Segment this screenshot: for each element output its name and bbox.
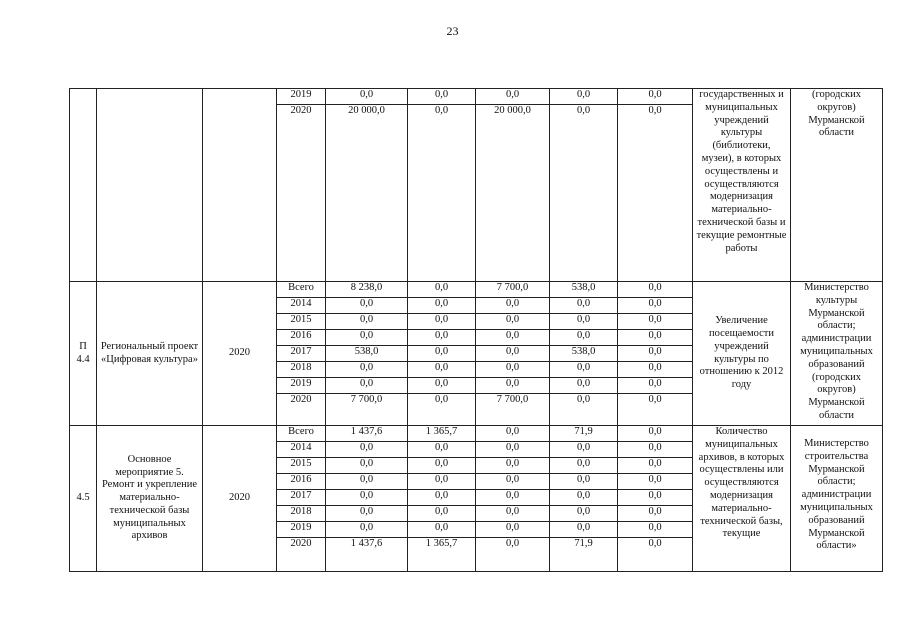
cell-num: П 4.4 bbox=[70, 282, 97, 426]
cell-value: 538,0 bbox=[550, 346, 618, 362]
cell-value: 0,0 bbox=[550, 522, 618, 538]
cell-value: 0,0 bbox=[476, 522, 550, 538]
cell-num: 4.5 bbox=[70, 426, 97, 572]
cell-year: 2015 bbox=[277, 314, 326, 330]
cell-value: 0,0 bbox=[408, 89, 476, 105]
cell-year: 2017 bbox=[277, 490, 326, 506]
cell-name: Основное мероприятие 5. Ремонт и укрепление материально-технической базы муниципальных архивов bbox=[97, 426, 203, 572]
cell-value: 0,0 bbox=[408, 105, 476, 282]
table-row bbox=[70, 426, 883, 442]
cell-value: 0,0 bbox=[550, 330, 618, 346]
cell-value: 0,0 bbox=[408, 298, 476, 314]
cell-value: 0,0 bbox=[326, 89, 408, 105]
cell-value: 0,0 bbox=[550, 298, 618, 314]
cell-value: 0,0 bbox=[550, 442, 618, 458]
cell-value: 0,0 bbox=[476, 426, 550, 442]
cell-year: 2017 bbox=[277, 346, 326, 362]
cell-value: 0,0 bbox=[618, 458, 693, 474]
cell-value: 0,0 bbox=[326, 490, 408, 506]
table-row bbox=[70, 282, 883, 298]
cell-value: 0,0 bbox=[476, 474, 550, 490]
cell-executor: Министерство культуры Мурманской области; администрации муниципальных образований (городских округов) Мурманской области bbox=[791, 282, 883, 426]
cell-value: 0,0 bbox=[476, 330, 550, 346]
cell-value: 0,0 bbox=[618, 378, 693, 394]
cell-period bbox=[203, 89, 277, 282]
cell-value: 0,0 bbox=[550, 458, 618, 474]
cell-value: 0,0 bbox=[476, 89, 550, 105]
cell-year: 2019 bbox=[277, 522, 326, 538]
cell-value: 0,0 bbox=[550, 105, 618, 282]
cell-value: 0,0 bbox=[618, 105, 693, 282]
cell-value: 538,0 bbox=[326, 346, 408, 362]
cell-executor: (городских округов) Мурманской области bbox=[791, 89, 883, 282]
cell-value: 0,0 bbox=[408, 378, 476, 394]
table-body bbox=[70, 89, 883, 572]
cell-name bbox=[97, 89, 203, 282]
cell-value: 20 000,0 bbox=[476, 105, 550, 282]
cell-value: 0,0 bbox=[326, 330, 408, 346]
cell-value: 0,0 bbox=[408, 394, 476, 426]
cell-value: 538,0 bbox=[550, 282, 618, 298]
cell-indicator: Количество муниципальных архивов, в которых осуществлены или осуществляются модернизация материально-технической базы, текущие bbox=[693, 426, 791, 572]
cell-period: 2020 bbox=[203, 426, 277, 572]
cell-value: 0,0 bbox=[618, 442, 693, 458]
cell-value: 71,9 bbox=[550, 426, 618, 442]
cell-value: 0,0 bbox=[550, 89, 618, 105]
cell-value: 0,0 bbox=[408, 282, 476, 298]
cell-value: 0,0 bbox=[618, 522, 693, 538]
cell-value: 0,0 bbox=[326, 362, 408, 378]
cell-value: 0,0 bbox=[408, 314, 476, 330]
cell-value: 0,0 bbox=[476, 378, 550, 394]
cell-value: 0,0 bbox=[550, 474, 618, 490]
cell-value: 0,0 bbox=[326, 298, 408, 314]
cell-value: 0,0 bbox=[550, 506, 618, 522]
cell-indicator: государственных и муниципальных учреждений культуры (библиотеки, музеи), в которых осуществлены и осуществляются модернизация материально-технической базы и текущие ремонтные работы bbox=[693, 89, 791, 282]
cell-name: Региональный проект «Цифровая культура» bbox=[97, 282, 203, 426]
cell-value: 0,0 bbox=[326, 522, 408, 538]
cell-value: 0,0 bbox=[618, 538, 693, 572]
cell-value: 0,0 bbox=[618, 474, 693, 490]
cell-year: 2014 bbox=[277, 298, 326, 314]
cell-value: 1 437,6 bbox=[326, 538, 408, 572]
cell-year: 2018 bbox=[277, 362, 326, 378]
cell-value: 71,9 bbox=[550, 538, 618, 572]
cell-year: Всего bbox=[277, 426, 326, 442]
cell-value: 0,0 bbox=[408, 522, 476, 538]
page-number: 23 bbox=[446, 24, 459, 38]
table-row bbox=[70, 89, 883, 105]
cell-value: 1 365,7 bbox=[408, 426, 476, 442]
cell-value: 0,0 bbox=[408, 490, 476, 506]
cell-value: 7 700,0 bbox=[476, 394, 550, 426]
cell-value: 0,0 bbox=[550, 378, 618, 394]
cell-value: 7 700,0 bbox=[476, 282, 550, 298]
cell-value: 0,0 bbox=[476, 506, 550, 522]
cell-year: 2015 bbox=[277, 458, 326, 474]
cell-year: 2020 bbox=[277, 394, 326, 426]
cell-value: 0,0 bbox=[618, 362, 693, 378]
cell-value: 0,0 bbox=[618, 506, 693, 522]
cell-value: 0,0 bbox=[326, 314, 408, 330]
cell-value: 0,0 bbox=[408, 330, 476, 346]
cell-year: 2020 bbox=[277, 538, 326, 572]
cell-year: 2020 bbox=[277, 105, 326, 282]
cell-value: 0,0 bbox=[618, 282, 693, 298]
cell-value: 0,0 bbox=[618, 490, 693, 506]
cell-value: 0,0 bbox=[550, 394, 618, 426]
cell-value: 0,0 bbox=[408, 458, 476, 474]
cell-value: 0,0 bbox=[476, 538, 550, 572]
cell-value: 0,0 bbox=[618, 394, 693, 426]
cell-value: 0,0 bbox=[326, 378, 408, 394]
cell-value: 0,0 bbox=[408, 474, 476, 490]
cell-value: 0,0 bbox=[476, 490, 550, 506]
cell-year: 2018 bbox=[277, 506, 326, 522]
cell-executor: Министерство строительства Мурманской области; администрации муниципальных образований Мурманской области» bbox=[791, 426, 883, 572]
cell-value: 0,0 bbox=[550, 314, 618, 330]
cell-value: 0,0 bbox=[476, 298, 550, 314]
cell-value: 1 365,7 bbox=[408, 538, 476, 572]
cell-value: 0,0 bbox=[618, 314, 693, 330]
cell-value: 0,0 bbox=[408, 346, 476, 362]
cell-value: 0,0 bbox=[408, 442, 476, 458]
cell-value: 0,0 bbox=[550, 490, 618, 506]
cell-value: 8 238,0 bbox=[326, 282, 408, 298]
cell-value: 0,0 bbox=[476, 442, 550, 458]
cell-value: 0,0 bbox=[476, 362, 550, 378]
cell-value: 0,0 bbox=[326, 506, 408, 522]
cell-value: 0,0 bbox=[550, 362, 618, 378]
cell-year: 2016 bbox=[277, 330, 326, 346]
cell-value: 0,0 bbox=[476, 314, 550, 330]
cell-year: 2014 bbox=[277, 442, 326, 458]
cell-value: 0,0 bbox=[326, 474, 408, 490]
cell-value: 0,0 bbox=[408, 362, 476, 378]
cell-value: 0,0 bbox=[618, 298, 693, 314]
cell-value: 7 700,0 bbox=[326, 394, 408, 426]
cell-value: 0,0 bbox=[476, 458, 550, 474]
cell-value: 0,0 bbox=[476, 346, 550, 362]
cell-year: Всего bbox=[277, 282, 326, 298]
cell-value: 1 437,6 bbox=[326, 426, 408, 442]
cell-year: 2019 bbox=[277, 378, 326, 394]
cell-value: 0,0 bbox=[618, 89, 693, 105]
cell-value: 20 000,0 bbox=[326, 105, 408, 282]
cell-value: 0,0 bbox=[618, 330, 693, 346]
cell-period: 2020 bbox=[203, 282, 277, 426]
cell-year: 2016 bbox=[277, 474, 326, 490]
cell-indicator: Увеличение посещаемости учреждений культуры по отношению к 2012 году bbox=[693, 282, 791, 426]
cell-value: 0,0 bbox=[408, 506, 476, 522]
program-table bbox=[69, 88, 883, 572]
cell-year: 2019 bbox=[277, 89, 326, 105]
cell-num bbox=[70, 89, 97, 282]
cell-value: 0,0 bbox=[618, 426, 693, 442]
cell-value: 0,0 bbox=[326, 458, 408, 474]
cell-value: 0,0 bbox=[618, 346, 693, 362]
cell-value: 0,0 bbox=[326, 442, 408, 458]
